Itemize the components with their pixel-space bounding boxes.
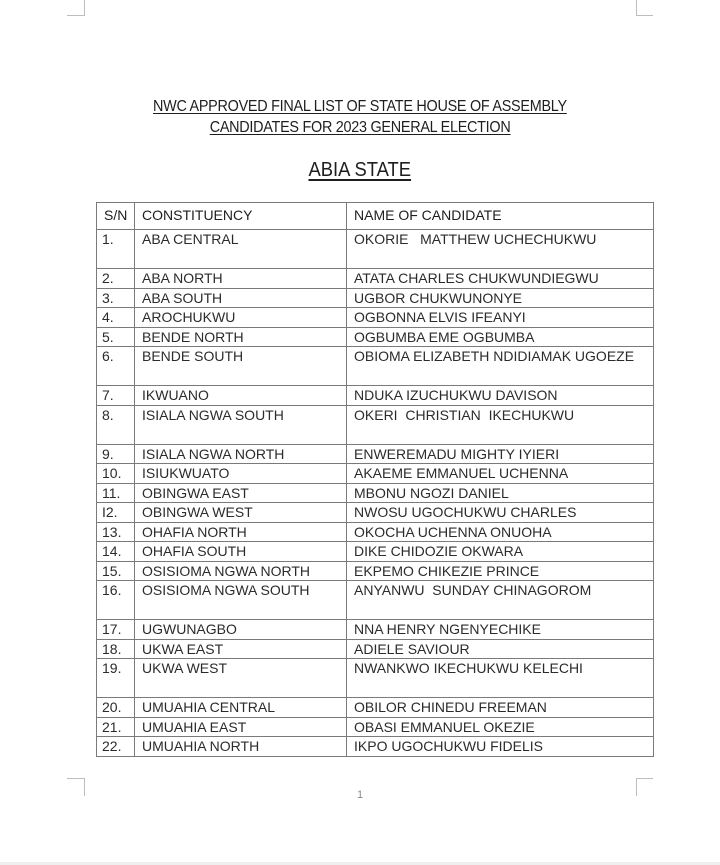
- table-row: [97, 386, 654, 406]
- candidates-table: [96, 202, 654, 757]
- crop-mark-top-right-h: [636, 15, 653, 16]
- candidate-name-cell: OKERI CHRISTIAN IKECHUKWU: [347, 405, 654, 444]
- title-line-1: NWC APPROVED FINAL LIST OF STATE HOUSE OF ASSEMBLY: [153, 98, 567, 115]
- constituency-cell: UMUAHIA EAST: [135, 717, 347, 737]
- serial-number-cell: 9.: [97, 444, 135, 464]
- crop-mark-top-left: [84, 0, 85, 16]
- constituency-cell: OHAFIA SOUTH: [135, 542, 347, 562]
- crop-mark-bottom-right-h: [636, 778, 653, 779]
- candidate-name-cell: ADIELE SAVIOUR: [347, 639, 654, 659]
- constituency-cell: ABA SOUTH: [135, 288, 347, 308]
- candidate-name-cell: ATATA CHARLES CHUKWUNDIEGWU: [347, 269, 654, 289]
- table-row: [97, 639, 654, 659]
- candidate-name-cell: NWOSU UGOCHUKWU CHARLES: [347, 503, 654, 523]
- candidate-name-cell: DIKE CHIDOZIE OKWARA: [347, 542, 654, 562]
- constituency-cell: UKWA WEST: [135, 659, 347, 698]
- candidate-name-cell: AKAEME EMMANUEL UCHENNA: [347, 464, 654, 484]
- crop-mark-top-left-h: [67, 15, 84, 16]
- table-row: [97, 581, 654, 620]
- constituency-cell: UMUAHIA NORTH: [135, 737, 347, 757]
- serial-number-cell: 14.: [97, 542, 135, 562]
- constituency-cell: UGWUNAGBO: [135, 620, 347, 640]
- constituency-cell: AROCHUKWU: [135, 308, 347, 328]
- table-row: [97, 308, 654, 328]
- candidate-name-cell: OKORIE MATTHEW UCHECHUKWU: [347, 230, 654, 269]
- candidate-name-cell: NDUKA IZUCHUKWU DAVISON: [347, 386, 654, 406]
- serial-number-cell: 5.: [97, 327, 135, 347]
- page-number: 1: [356, 789, 364, 801]
- candidate-name-cell: OGBONNA ELVIS IFEANYI: [347, 308, 654, 328]
- table-row: [97, 717, 654, 737]
- header-constituency: CONSTITUENCY: [135, 203, 347, 230]
- table-row: [97, 698, 654, 718]
- header-sn: S/N: [97, 203, 135, 230]
- constituency-cell: OHAFIA NORTH: [135, 522, 347, 542]
- candidate-name-cell: UGBOR CHUKWUNONYE: [347, 288, 654, 308]
- candidate-name-cell: MBONU NGOZI DANIEL: [347, 483, 654, 503]
- constituency-cell: BENDE NORTH: [135, 327, 347, 347]
- serial-number-cell: 10.: [97, 464, 135, 484]
- serial-number-cell: 18.: [97, 639, 135, 659]
- crop-mark-top-right: [636, 0, 637, 16]
- serial-number-cell: I2.: [97, 503, 135, 523]
- constituency-cell: OSISIOMA NGWA SOUTH: [135, 581, 347, 620]
- candidate-name-cell: ANYANWU SUNDAY CHINAGOROM: [347, 581, 654, 620]
- candidate-name-cell: NWANKWO IKECHUKWU KELECHI: [347, 659, 654, 698]
- constituency-cell: ISIALA NGWA SOUTH: [135, 405, 347, 444]
- table-header-row: [97, 203, 654, 230]
- candidate-name-cell: OBIOMA ELIZABETH NDIDIAMAK UGOEZE: [347, 347, 654, 386]
- constituency-cell: ABA NORTH: [135, 269, 347, 289]
- header-candidate-name: NAME OF CANDIDATE: [347, 203, 654, 230]
- table-row: [97, 288, 654, 308]
- state-heading: [0, 157, 720, 183]
- document-title: [0, 96, 720, 138]
- serial-number-cell: 11.: [97, 483, 135, 503]
- serial-number-cell: 21.: [97, 717, 135, 737]
- state-name: ABIA STATE: [308, 159, 412, 181]
- constituency-cell: UKWA EAST: [135, 639, 347, 659]
- constituency-cell: OBINGWA WEST: [135, 503, 347, 523]
- constituency-cell: UMUAHIA CENTRAL: [135, 698, 347, 718]
- serial-number-cell: 3.: [97, 288, 135, 308]
- crop-mark-bottom-left-h: [67, 778, 84, 779]
- table-row: [97, 542, 654, 562]
- candidate-name-cell: IKPO UGOCHUKWU FIDELIS: [347, 737, 654, 757]
- serial-number-cell: 16.: [97, 581, 135, 620]
- table-row: [97, 269, 654, 289]
- table-row: [97, 522, 654, 542]
- table-row: [97, 561, 654, 581]
- candidate-name-cell: OBASI EMMANUEL OKEZIE: [347, 717, 654, 737]
- table-row: [97, 737, 654, 757]
- constituency-cell: OSISIOMA NGWA NORTH: [135, 561, 347, 581]
- table-row: [97, 444, 654, 464]
- serial-number-cell: 20.: [97, 698, 135, 718]
- constituency-cell: ABA CENTRAL: [135, 230, 347, 269]
- candidate-name-cell: ENWEREMADU MIGHTY IYIERI: [347, 444, 654, 464]
- table-row: [97, 659, 654, 698]
- candidate-name-cell: OKOCHA UCHENNA ONUOHA: [347, 522, 654, 542]
- table-row: [97, 230, 654, 269]
- candidate-name-cell: OBILOR CHINEDU FREEMAN: [347, 698, 654, 718]
- constituency-cell: ISIALA NGWA NORTH: [135, 444, 347, 464]
- title-line-2: CANDIDATES FOR 2023 GENERAL ELECTION: [209, 119, 511, 136]
- constituency-cell: IKWUANO: [135, 386, 347, 406]
- table-row: [97, 503, 654, 523]
- table-row: [97, 464, 654, 484]
- constituency-cell: ISIUKWUATO: [135, 464, 347, 484]
- serial-number-cell: 6.: [97, 347, 135, 386]
- serial-number-cell: 7.: [97, 386, 135, 406]
- table-row: [97, 327, 654, 347]
- candidate-name-cell: NNA HENRY NGENYECHIKE: [347, 620, 654, 640]
- serial-number-cell: 17.: [97, 620, 135, 640]
- serial-number-cell: 15.: [97, 561, 135, 581]
- table-row: [97, 483, 654, 503]
- serial-number-cell: 2.: [97, 269, 135, 289]
- serial-number-cell: 13.: [97, 522, 135, 542]
- constituency-cell: OBINGWA EAST: [135, 483, 347, 503]
- serial-number-cell: 22.: [97, 737, 135, 757]
- table-row: [97, 405, 654, 444]
- candidate-name-cell: OGBUMBA EME OGBUMBA: [347, 327, 654, 347]
- candidate-name-cell: EKPEMO CHIKEZIE PRINCE: [347, 561, 654, 581]
- constituency-cell: BENDE SOUTH: [135, 347, 347, 386]
- serial-number-cell: 19.: [97, 659, 135, 698]
- table-row: [97, 347, 654, 386]
- serial-number-cell: 8.: [97, 405, 135, 444]
- serial-number-cell: 4.: [97, 308, 135, 328]
- table-row: [97, 620, 654, 640]
- serial-number-cell: 1.: [97, 230, 135, 269]
